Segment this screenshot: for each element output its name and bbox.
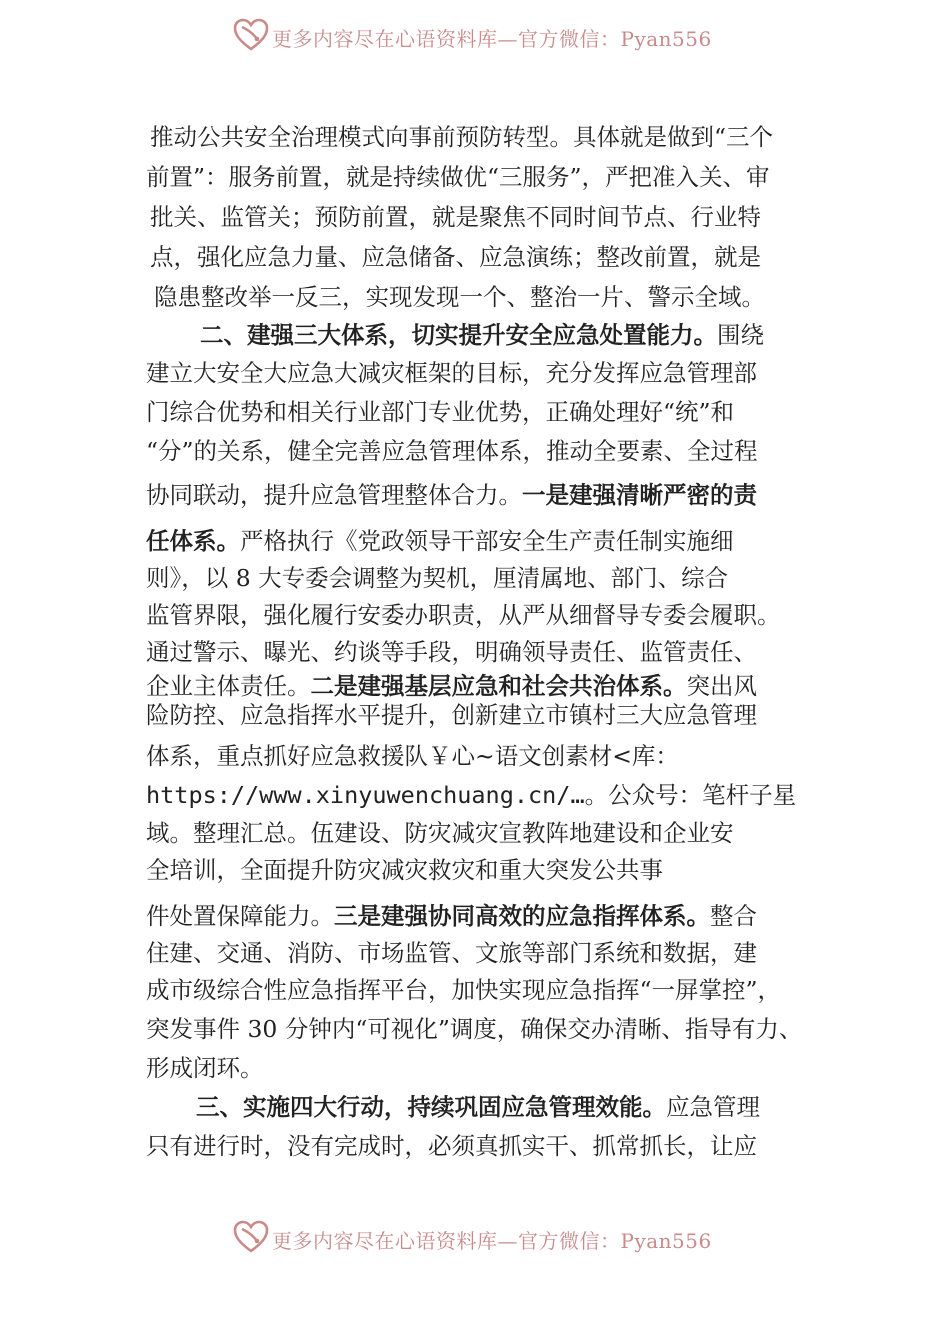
text-line: 批关、监管关；预防前置，就是聚焦不同时间节点、行业特: [150, 203, 761, 231]
text-line: 体系，重点抓好应急救援队￥心~语文创素材<库：: [146, 742, 679, 770]
text-line: 企业主体责任。二是建强基层应急和社会共治体系。突出风: [146, 672, 757, 700]
text-line: 二、建强三大体系，切实提升安全应急处置能力。围绕: [200, 321, 764, 349]
subheading: 三是建强协同高效的应急指挥体系。: [334, 902, 710, 930]
watermark-banner-bottom: [232, 1218, 752, 1258]
text-line: 成市级综合性应急指挥平台，加快实现应急指挥“一屏掌控”，: [146, 976, 782, 1004]
text-line: 通过警示、曝光、约谈等手段，明确领导责任、监管责任、: [146, 638, 757, 666]
section-heading: 三、实施四大行动，持续巩固应急管理效能。: [196, 1093, 666, 1121]
text-line: 形成闭环。: [146, 1054, 264, 1082]
text-line: 突发事件 30 分钟内“可视化”调度，确保交办清晰、指导有力、: [146, 1015, 803, 1043]
text-line: 任体系。严格执行《党政领导干部安全生产责任制实施细: [146, 527, 734, 555]
text-line: 门综合优势和相关行业部门专业优势，正确处理好“统”和: [146, 398, 735, 426]
subheading: 一是建强清晰严密的责: [522, 481, 757, 509]
text-line: 前置”：服务前置，就是持续做优“三服务”，严把准入关、审: [146, 163, 770, 191]
subheading: 任体系。: [146, 527, 240, 555]
subheading: 二是建强基层应急和社会共治体系。: [310, 672, 687, 700]
text-line: 住建、交通、消防、市场监管、文旅等部门系统和数据，建: [146, 939, 757, 967]
text-line: “分”的关系，健全完善应急管理体系，推动全要素、全过程: [146, 437, 758, 465]
text-line: https://www.xinyuwenchuang.cn/…。公众号：笔杆子星: [146, 781, 797, 809]
text-line: 监管界限，强化履行安委办职责，从严从细督导专委会履职。: [146, 601, 781, 629]
text-line: 三、实施四大行动，持续巩固应急管理效能。应急管理: [196, 1093, 760, 1121]
text-line: 则》，以 8 大专委会调整为契机，厘清属地、部门、综合: [146, 564, 729, 592]
text-line: 建立大安全大应急大减灾框架的目标，充分发挥应急管理部: [146, 359, 757, 387]
heart-pen-logo-icon: [232, 1218, 270, 1256]
section-heading: 二、建强三大体系，切实提升安全应急处置能力。: [200, 321, 717, 349]
text-line: 全培训，全面提升防灾减灾救灾和重大突发公共事: [146, 856, 663, 884]
watermark-text: 更多内容尽在心语资料库—官方微信：Pyan556: [272, 1229, 712, 1253]
watermark-text: 更多内容尽在心语资料库—官方微信：Pyan556: [272, 27, 712, 51]
text-line: 隐患整改举一反三，实现发现一个、整治一片、警示全域。: [154, 283, 765, 311]
text-line: 推动公共安全治理模式向事前预防转型。具体就是做到“三个: [150, 123, 774, 151]
text-line: 点，强化应急力量、应急储备、应急演练；整改前置，就是: [150, 243, 761, 271]
watermark-banner-top: [232, 16, 752, 56]
text-line: 协同联动，提升应急管理整体合力。一是建强清晰严密的责: [146, 481, 757, 509]
text-line: 域。整理汇总。伍建设、防灾减灾宣教阵地建设和企业安: [146, 819, 734, 847]
text-line: 件处置保障能力。三是建强协同高效的应急指挥体系。整合: [146, 902, 757, 930]
text-line: 险防控、应急指挥水平提升，创新建立市镇村三大应急管理: [146, 701, 757, 729]
heart-pen-logo-icon: [232, 16, 270, 54]
text-line: 只有进行时，没有完成时，必须真抓实干、抓常抓长，让应: [146, 1132, 757, 1160]
